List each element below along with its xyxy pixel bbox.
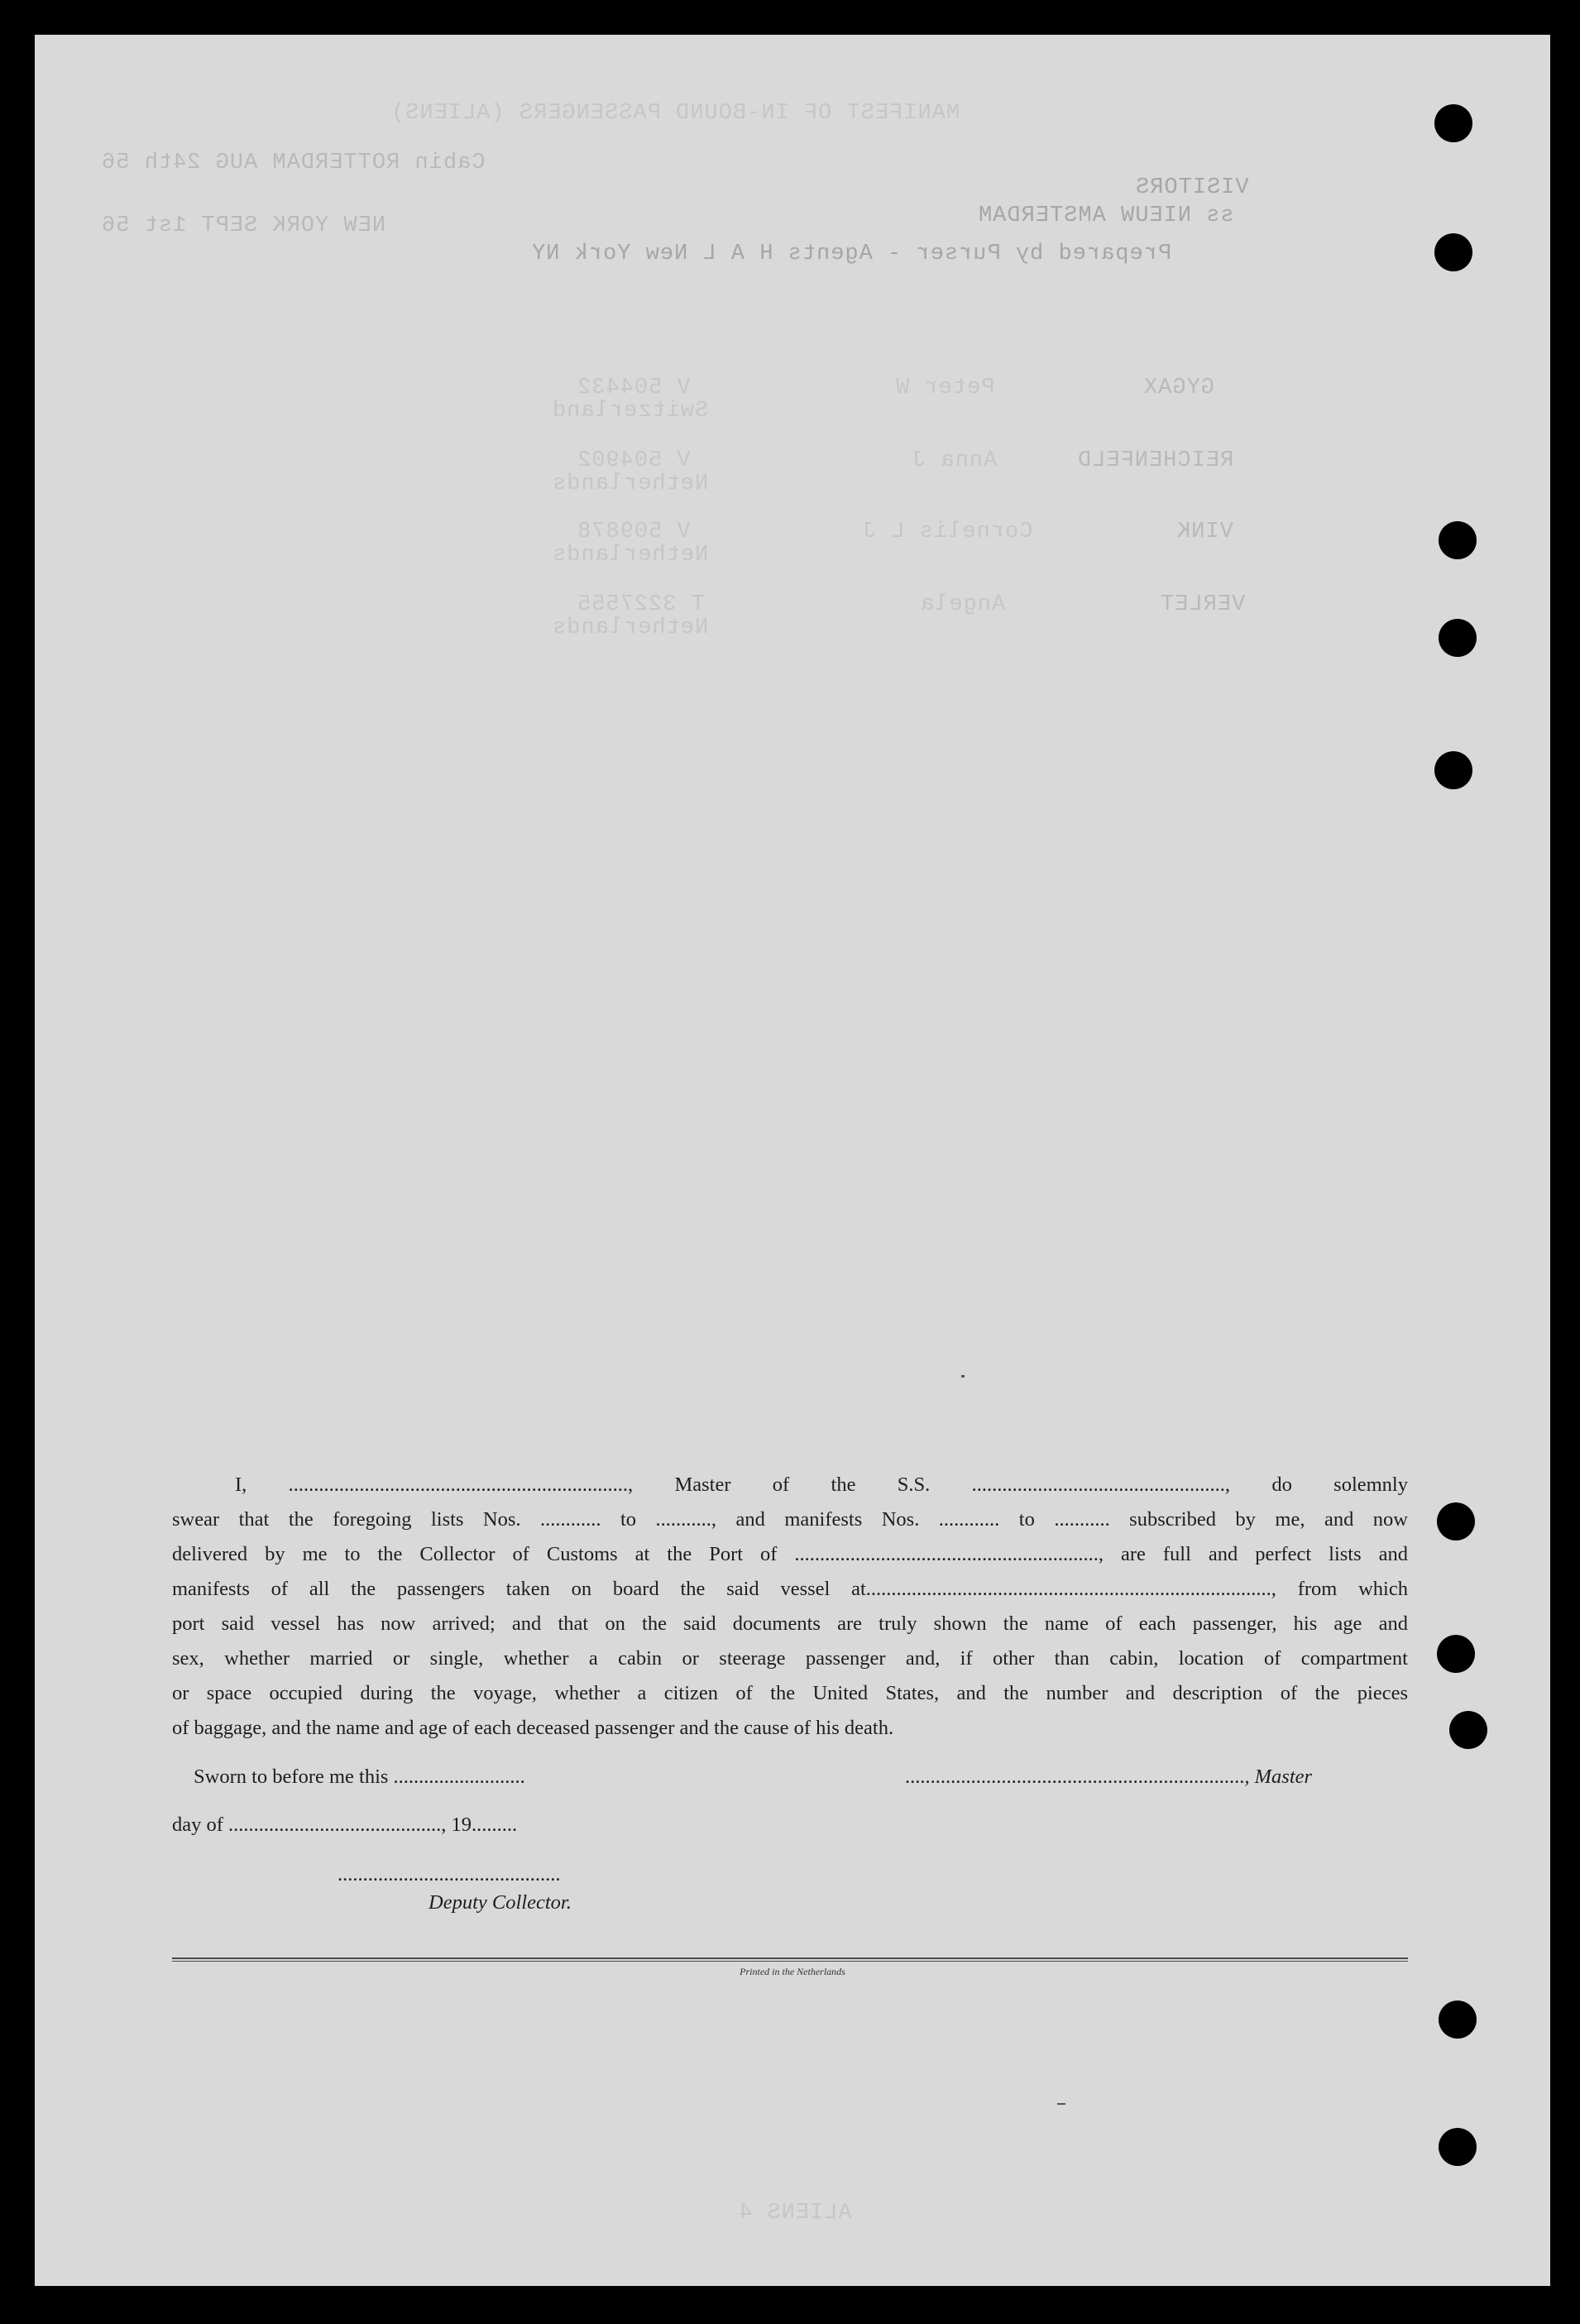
punch-hole (1439, 2128, 1477, 2166)
master-label: , Master (1244, 1766, 1313, 1788)
oath-line-3: delivered by me to the Collector of Customs at the Port of ............................................................, are full and perfect lists and (172, 1543, 1408, 1565)
oath-line-2: swear that the foregoing lists Nos. ............ to ..........., and manifests Nos. ............ to ........... subscribed by me, and now (172, 1508, 1408, 1531)
punch-hole (1439, 619, 1477, 657)
speck (961, 1375, 965, 1378)
bleed-row-2-surname: REICHENFELD (1077, 448, 1234, 473)
bleed-ship: ss NIEUW AMSTERDAM (978, 204, 1234, 228)
deputy-collector-label: Deputy Collector. (429, 1891, 572, 1914)
punch-hole (1434, 104, 1472, 142)
punch-hole (1439, 521, 1477, 559)
oath-line-7: or space occupied during the voyage, whether a citizen of the United States, and the number and description of the pieces (172, 1682, 1408, 1704)
oath-line-8: of baggage, and the name and age of each deceased passenger and the cause of his death. (172, 1717, 894, 1739)
bleed-row-3-nation: Netherlands (552, 543, 709, 568)
bleed-row-3-surname: VINK (1176, 520, 1233, 544)
document-page (35, 35, 1550, 2286)
bleed-row-3-given: Cornelis L J (862, 520, 1033, 544)
oath-line-4: manifests of all the passengers taken on board the said vessel at................................................................................, from which (172, 1578, 1408, 1600)
punch-hole (1437, 1635, 1475, 1673)
bleed-row-1-nation: Switzerland (552, 399, 709, 424)
master-signature-line (905, 1766, 1312, 1789)
speck (1057, 2103, 1065, 2105)
punch-hole (1434, 751, 1472, 789)
master-oath (172, 1468, 1408, 1746)
bleed-row-2-visa: V 504902 (577, 448, 691, 473)
day-of-line: day of .........................................., 19......... (172, 1814, 518, 1836)
bleed-visitors: VISITORS (1135, 175, 1249, 200)
bleed-footer: ALIENS 4 (738, 2201, 852, 2226)
punch-hole (1449, 1711, 1487, 1749)
bleed-row-2-given: Anna J (912, 448, 998, 473)
oath-line-1: I, ..................................................................., Master of the S.S. .................................................., do solemnly (235, 1473, 1408, 1496)
oath-line-5: port said vessel has now arrived; and that on the said documents are truly shown the name of each passenger, his age and (172, 1612, 1408, 1635)
bleed-row-4-surname: VERLET (1160, 592, 1246, 617)
bleed-row-2-nation: Netherlands (552, 472, 709, 496)
bottom-rule (172, 1957, 1408, 1959)
punch-hole (1437, 1502, 1475, 1541)
bleed-row-4-nation: Netherlands (552, 616, 709, 640)
bleed-prepared: Prepared by Purser - Agents H A L New York NY (531, 242, 1172, 266)
bleed-row-1-visa: V 504432 (577, 376, 691, 400)
bleed-header-2: Cabin ROTTERDAM AUG 24th 56 (101, 151, 486, 175)
bleed-arrival: NEW YORK SEPT 1st 56 (101, 213, 386, 238)
punch-hole (1434, 233, 1472, 271)
deputy-dots: ............................................ (338, 1863, 561, 1886)
printed-in-netherlands: Printed in the Netherlands (740, 1966, 845, 1977)
bleed-row-1-given: Peter W (895, 376, 995, 400)
bleed-row-4-visa: T 3227555 (577, 592, 705, 617)
bleed-row-4-given: Angela (920, 592, 1006, 617)
bleed-row-3-visa: V 509878 (577, 520, 691, 544)
bleed-row-1-surname: GYGAX (1143, 376, 1215, 400)
bottom-rule-thin (172, 1961, 1408, 1962)
master-dots: ................................................................... (905, 1766, 1245, 1788)
bleed-header-1: MANIFEST OF IN-BOUND PASSENGERS (ALIENS) (390, 101, 960, 126)
sworn-before-line: Sworn to before me this .......................... (194, 1766, 525, 1788)
punch-hole (1439, 2001, 1477, 2039)
oath-line-6: sex, whether married or single, whether a cabin or steerage passenger and, if other than cabin, location of compartment (172, 1647, 1408, 1670)
